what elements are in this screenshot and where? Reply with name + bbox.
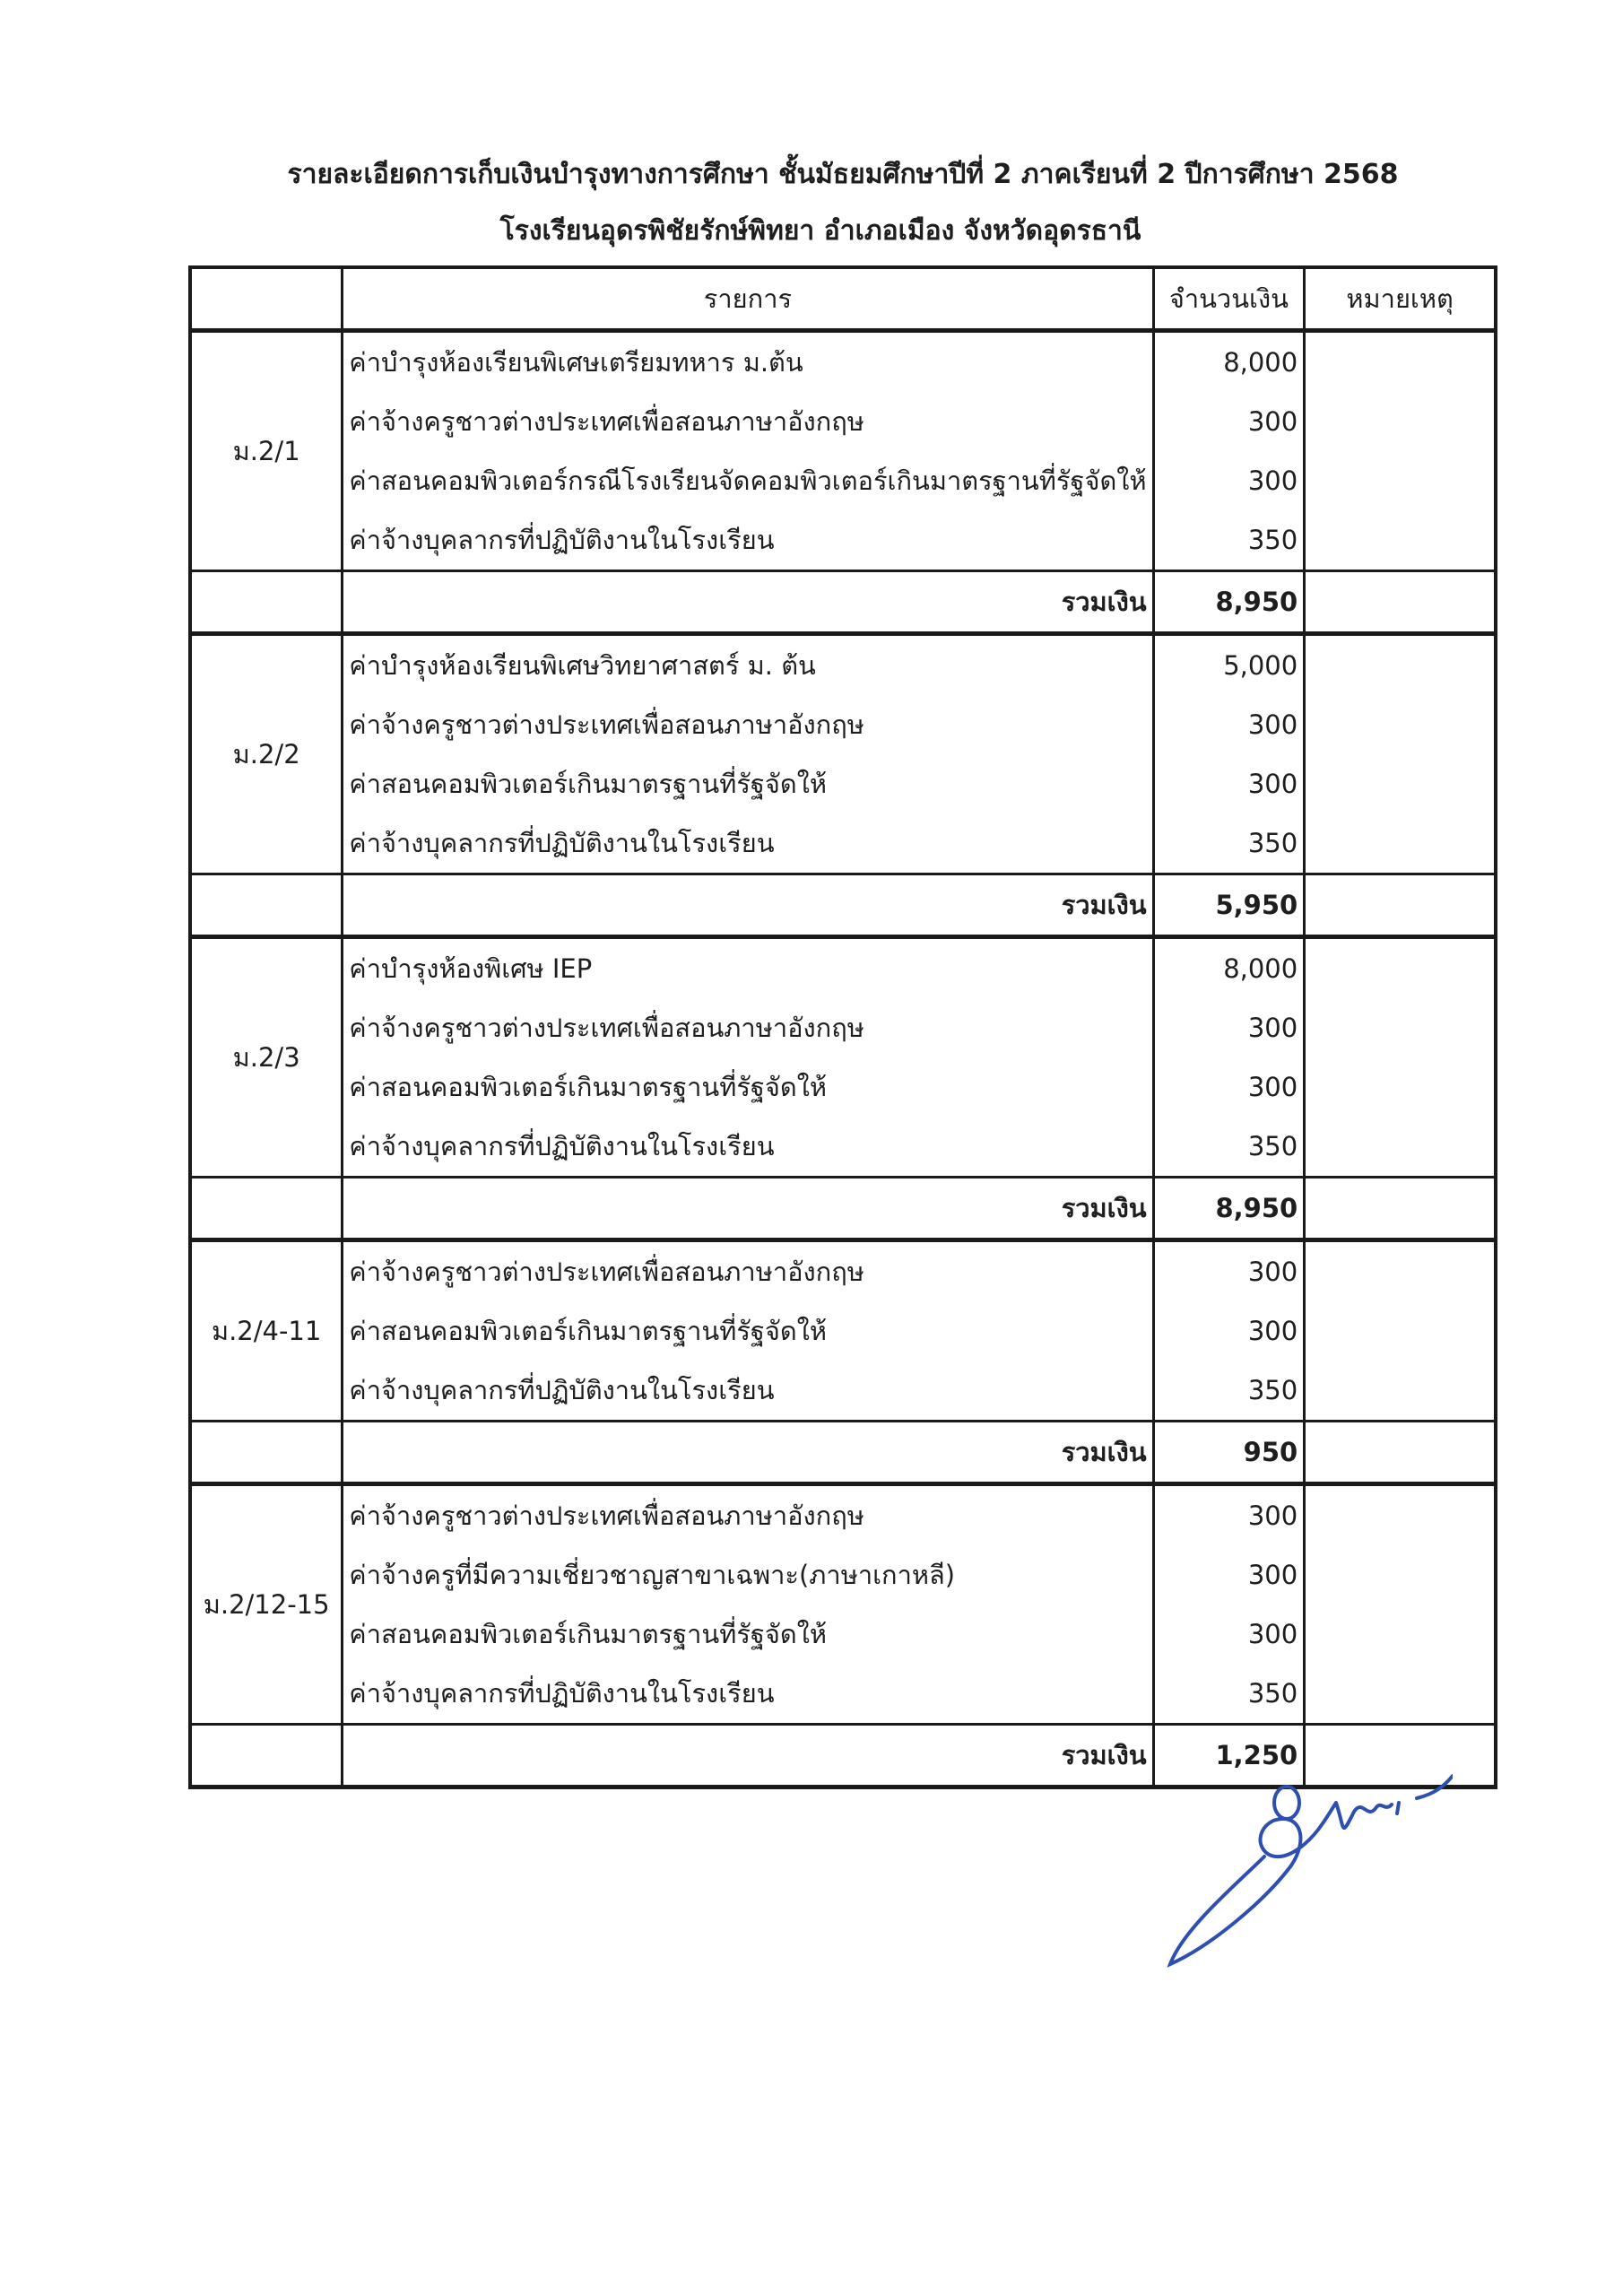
- total-note-cell: [1305, 1422, 1496, 1484]
- amount-cell: 300: [1153, 695, 1305, 754]
- item-cell: ค่าจ้างครูชาวต่างประเทศเพื่อสอนภาษาอังกฤษ: [343, 1240, 1153, 1302]
- item-cell: ค่าจ้างบุคลากรที่ปฏิบัติงานในโรงเรียน: [343, 813, 1153, 874]
- note-cell: [1305, 331, 1496, 571]
- total-label: รวมเงิน: [343, 1178, 1153, 1240]
- total-row: [190, 1422, 1496, 1484]
- table-row: [190, 510, 1496, 571]
- total-row: [190, 571, 1496, 634]
- total-class-cell: [190, 1178, 343, 1240]
- table-header-row: [190, 267, 1496, 331]
- total-amount: 8,950: [1153, 571, 1305, 634]
- table-row: [190, 1361, 1496, 1422]
- item-cell: ค่าสอนคอมพิวเตอร์เกินมาตรฐานที่รัฐจัดให้: [343, 1057, 1153, 1117]
- total-label: รวมเงิน: [343, 874, 1153, 937]
- header-amount: จำนวนเงิน: [1153, 267, 1305, 331]
- total-class-cell: [190, 571, 343, 634]
- table-row: [190, 331, 1496, 393]
- amount-cell: 300: [1153, 1301, 1305, 1361]
- amount-cell: 300: [1153, 754, 1305, 813]
- table-row: [190, 1605, 1496, 1664]
- amount-cell: 300: [1153, 1545, 1305, 1605]
- fee-table: [188, 265, 1497, 1789]
- class-cell: ม.2/3: [190, 937, 343, 1178]
- item-cell: ค่าสอนคอมพิวเตอร์เกินมาตรฐานที่รัฐจัดให้: [343, 1301, 1153, 1361]
- item-cell: ค่าจ้างครูชาวต่างประเทศเพื่อสอนภาษาอังกฤษ: [343, 998, 1153, 1057]
- document-title: รายละเอียดการเก็บเงินบำรุงทางการศึกษา ชั้นมัธยมศึกษาปีที่ 2 ภาคเรียนที่ 2 ปีการศึกษา 2568: [287, 159, 1399, 190]
- table-row: [190, 1545, 1496, 1605]
- table-row: [190, 451, 1496, 510]
- item-cell: ค่าจ้างบุคลากรที่ปฏิบัติงานในโรงเรียน: [343, 510, 1153, 571]
- class-cell: ม.2/2: [190, 634, 343, 874]
- item-cell: ค่าจ้างบุคลากรที่ปฏิบัติงานในโรงเรียน: [343, 1361, 1153, 1422]
- item-cell: ค่าสอนคอมพิวเตอร์เกินมาตรฐานที่รัฐจัดให้: [343, 1605, 1153, 1664]
- amount-cell: 5,000: [1153, 634, 1305, 696]
- item-cell: ค่าสอนคอมพิวเตอร์กรณีโรงเรียนจัดคอมพิวเตอร์เกินมาตรฐานที่รัฐจัดให้: [343, 451, 1153, 510]
- fee-table-body: [190, 331, 1496, 1787]
- note-cell: [1305, 937, 1496, 1178]
- total-row: [190, 874, 1496, 937]
- signature: [1157, 1749, 1453, 1982]
- table-row: [190, 1240, 1496, 1302]
- total-amount: 1,250: [1153, 1725, 1305, 1787]
- amount-cell: 8,000: [1153, 331, 1305, 393]
- class-cell: ม.2/12-15: [190, 1484, 343, 1725]
- item-cell: ค่าจ้างครูชาวต่างประเทศเพื่อสอนภาษาอังกฤษ: [343, 695, 1153, 754]
- total-amount: 5,950: [1153, 874, 1305, 937]
- table-row: [190, 937, 1496, 999]
- amount-cell: 350: [1153, 813, 1305, 874]
- total-class-cell: [190, 874, 343, 937]
- table-row: [190, 1117, 1496, 1178]
- total-note-cell: [1305, 874, 1496, 937]
- amount-cell: 300: [1153, 1484, 1305, 1546]
- header-item: รายการ: [343, 267, 1153, 331]
- table-row: [190, 1301, 1496, 1361]
- school-name: โรงเรียนอุดรพิชัยรักษ์พิทยา อำเภอเมือง จังหวัดอุดรธานี: [499, 215, 1141, 247]
- header-note: หมายเหตุ: [1305, 267, 1496, 331]
- amount-cell: 300: [1153, 1057, 1305, 1117]
- note-cell: [1305, 634, 1496, 874]
- table-row: [190, 392, 1496, 451]
- amount-cell: 300: [1153, 1240, 1305, 1302]
- item-cell: ค่าจ้างครูที่มีความเชี่ยวชาญสาขาเฉพาะ(ภาษาเกาหลี): [343, 1545, 1153, 1605]
- total-class-cell: [190, 1422, 343, 1484]
- item-cell: ค่าจ้างบุคลากรที่ปฏิบัติงานในโรงเรียน: [343, 1664, 1153, 1725]
- total-note-cell: [1305, 571, 1496, 634]
- total-label: รวมเงิน: [343, 571, 1153, 634]
- header-class: [190, 267, 343, 331]
- amount-cell: 350: [1153, 1361, 1305, 1422]
- class-cell: ม.2/1: [190, 331, 343, 571]
- total-class-cell: [190, 1725, 343, 1787]
- total-label: รวมเงิน: [343, 1422, 1153, 1484]
- table-row: [190, 634, 1496, 696]
- table-row: [190, 998, 1496, 1057]
- item-cell: ค่าบำรุงห้องพิเศษ IEP: [343, 937, 1153, 999]
- item-cell: ค่าบำรุงห้องเรียนพิเศษวิทยาศาสตร์ ม. ต้น: [343, 634, 1153, 696]
- table-row: [190, 1664, 1496, 1725]
- total-row: [190, 1178, 1496, 1240]
- amount-cell: 350: [1153, 510, 1305, 571]
- amount-cell: 8,000: [1153, 937, 1305, 999]
- table-row: [190, 813, 1496, 874]
- table-row: [190, 754, 1496, 813]
- table-row: [190, 1484, 1496, 1546]
- table-row: [190, 695, 1496, 754]
- amount-cell: 350: [1153, 1664, 1305, 1725]
- amount-cell: 300: [1153, 451, 1305, 510]
- item-cell: ค่าบำรุงห้องเรียนพิเศษเตรียมทหาร ม.ต้น: [343, 331, 1153, 393]
- total-label: รวมเงิน: [343, 1725, 1153, 1787]
- item-cell: ค่าสอนคอมพิวเตอร์เกินมาตรฐานที่รัฐจัดให้: [343, 754, 1153, 813]
- note-cell: [1305, 1240, 1496, 1422]
- amount-cell: 350: [1153, 1117, 1305, 1178]
- amount-cell: 300: [1153, 998, 1305, 1057]
- item-cell: ค่าจ้างครูชาวต่างประเทศเพื่อสอนภาษาอังกฤษ: [343, 1484, 1153, 1546]
- amount-cell: 300: [1153, 392, 1305, 451]
- total-amount: 8,950: [1153, 1178, 1305, 1240]
- total-note-cell: [1305, 1178, 1496, 1240]
- item-cell: ค่าจ้างครูชาวต่างประเทศเพื่อสอนภาษาอังกฤษ: [343, 392, 1153, 451]
- class-cell: ม.2/4-11: [190, 1240, 343, 1422]
- amount-cell: 300: [1153, 1605, 1305, 1664]
- note-cell: [1305, 1484, 1496, 1725]
- total-amount: 950: [1153, 1422, 1305, 1484]
- table-row: [190, 1057, 1496, 1117]
- item-cell: ค่าจ้างบุคลากรที่ปฏิบัติงานในโรงเรียน: [343, 1117, 1153, 1178]
